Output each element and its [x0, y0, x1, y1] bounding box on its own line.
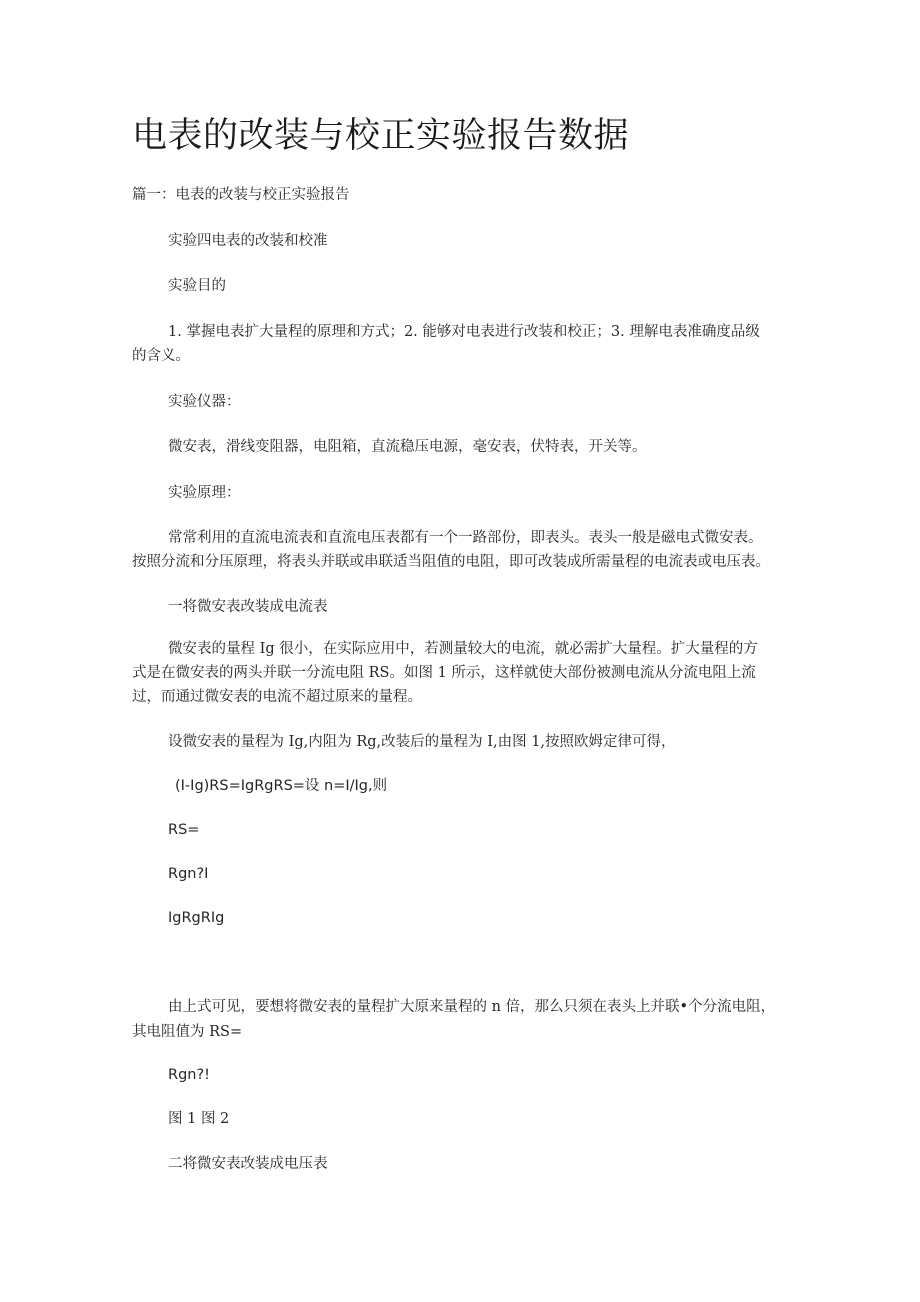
purpose-heading: 实验目的 — [168, 278, 226, 294]
formula-rgn: Rgn?I — [168, 866, 209, 882]
instruments-heading: 实验仪器： — [168, 394, 241, 410]
section-heading: 篇一：电表的改装与校正实验报告 — [132, 187, 350, 203]
part2-heading: 二将微安表改装成电压表 — [168, 1156, 328, 1172]
formula-1: (I-Ig)RS=IgRgRS=设 n=I/Ig,则 — [175, 778, 388, 794]
part1-heading: 一将微安表改装成电流表 — [168, 599, 328, 615]
formula-rs: RS= — [168, 822, 200, 838]
instruments-text: 微安表，滑线变阻器，电阻箱，直流稳压电源，毫安表，伏特表，开关等。 — [168, 439, 647, 455]
purpose-line-2: 的含义。 — [132, 348, 190, 364]
figure-labels: 图 1 图 2 — [168, 1111, 230, 1127]
part1-line-2: 式是在微安表的两头并联一分流电阻 RS。如图 1 所示，这样就使大部份被测电流从分流电阻上流 — [132, 665, 756, 681]
principle-line-2: 按照分流和分压原理，将表头并联或串联适当阻值的电阻，即可改装成所需量程的电流表或电压表。 — [132, 554, 770, 570]
formula-igrg: IgRgRIg — [168, 910, 225, 926]
experiment-title: 实验四电表的改装和校准 — [168, 233, 328, 249]
conclusion-line-2: 其电阻值为 RS= — [132, 1024, 243, 1040]
part1-line-1: 微安表的量程 Ig 很小，在实际应用中，若测量较大的电流，就必需扩大量程。扩大量程的方 — [168, 641, 758, 657]
part1-line-3: 过，而通过微安表的电流不超过原来的量程。 — [132, 689, 422, 705]
purpose-line-1: 1. 掌握电表扩大量程的原理和方式；2. 能够对电表进行改装和校正；3. 理解电表准确度品级 — [168, 324, 760, 340]
principle-line-1: 常常利用的直流电流表和直流电压表都有一个一路部份，即表头。表头一般是磁电式微安表。 — [168, 530, 763, 546]
formula-rgn-2: Rgn?! — [168, 1067, 210, 1083]
principle-heading: 实验原理： — [168, 485, 241, 501]
setup-line: 设微安表的量程为 Ig,内阻为 Rg,改装后的量程为 I,由图 1,按照欧姆定律可得， — [168, 734, 676, 750]
conclusion-line-1: 由上式可见，要想将微安表的量程扩大原来量程的 n 倍，那么只须在表头上并联•个分流电阻， — [168, 999, 776, 1015]
document-title: 电表的改装与校正实验报告数据 — [132, 116, 630, 156]
